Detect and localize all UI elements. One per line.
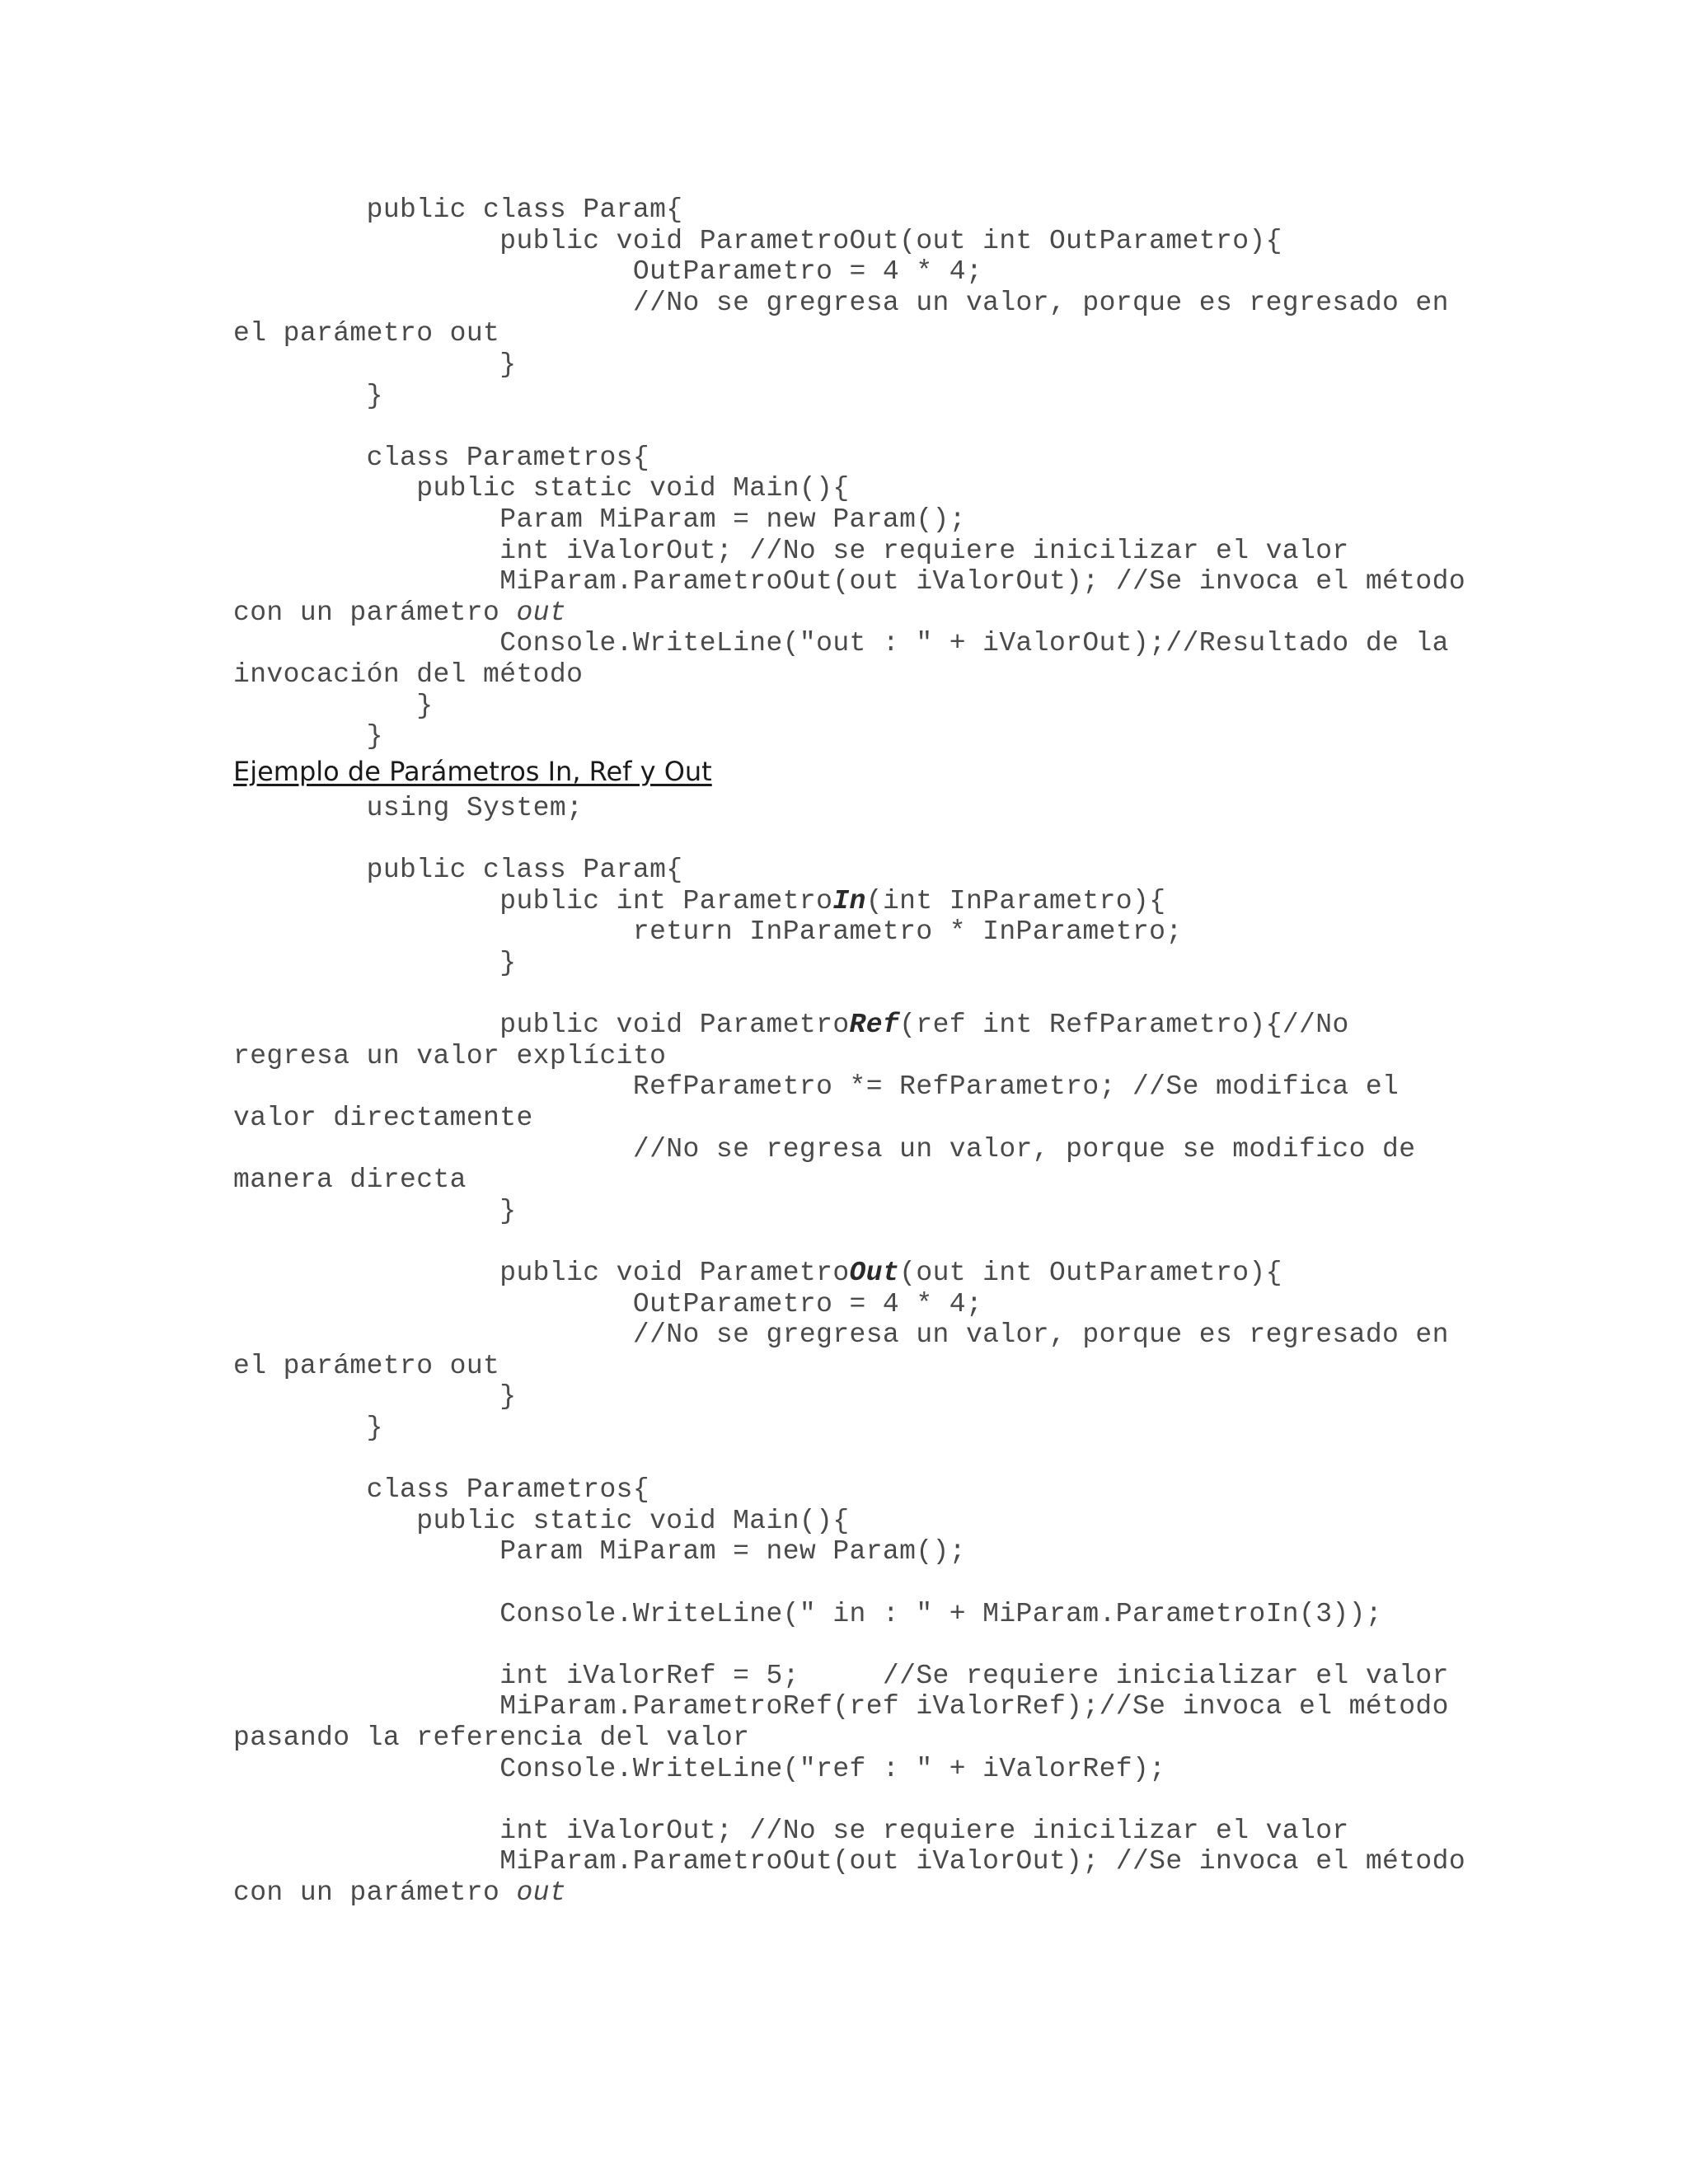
code-text: public class Param{ (233, 855, 683, 886)
code-line (233, 1010, 1349, 1040)
code-text: MiParam.ParametroRef(ref iValorRef);//Se invoca el método (233, 1691, 1449, 1722)
code-text: int iValorOut; //No se requiere inicilizar el valor (233, 535, 1349, 566)
code-line (233, 916, 1183, 947)
code-text: int iValorOut; //No se requiere inicilizar el valor (233, 1815, 1349, 1846)
code-line (233, 194, 683, 225)
code-line (233, 1691, 1449, 1722)
code-line (233, 886, 1165, 916)
code-emphasis: out (516, 1877, 567, 1908)
code-text: } (233, 1195, 517, 1226)
code-line (233, 1506, 850, 1536)
code-text: int iValorRef = 5; //Se requiere inicializar el valor (233, 1660, 1449, 1691)
code-text: Console.WriteLine("ref : " + iValorRef); (233, 1753, 1166, 1784)
code-line (233, 504, 966, 535)
code-line (233, 1722, 749, 1753)
code-text: class Parametros{ (233, 1474, 650, 1506)
code-text: using System; (233, 793, 584, 823)
code-text: public static void Main(){ (233, 473, 850, 504)
code-text: public void Parametro (233, 1010, 850, 1041)
code-line (233, 443, 649, 473)
code-line (233, 598, 566, 628)
code-text: (ref int RefParametro){//No (899, 1010, 1349, 1041)
code-text: class Parametros{ (233, 442, 650, 473)
code-line (233, 256, 982, 287)
code-line (233, 1754, 1165, 1784)
code-line (233, 318, 499, 349)
code-line (233, 1413, 383, 1443)
section-heading: Ejemplo de Parámetros In, Ref y Out (233, 756, 712, 787)
code-line (233, 1351, 499, 1381)
code-text: OutParametro = 4 * 4; (233, 1288, 983, 1319)
code-text: //No se gregresa un valor, porque es regresado en (233, 1319, 1449, 1351)
code-text: Param MiParam = new Param(); (233, 504, 966, 535)
code-emphasis: Ref (849, 1010, 900, 1041)
code-text: regresa un valor explícito (233, 1040, 667, 1071)
code-text: } (233, 721, 383, 752)
code-line (233, 566, 1465, 597)
code-line (233, 1041, 666, 1071)
code-line (233, 855, 683, 885)
code-line (233, 1319, 1449, 1350)
code-text: //No se regresa un valor, porque se modifico de (233, 1133, 1416, 1165)
code-line (233, 288, 1449, 318)
code-text: pasando la referencia del valor (233, 1722, 750, 1753)
code-line (233, 1103, 533, 1133)
code-emphasis: Out (849, 1258, 900, 1288)
code-line (233, 628, 1449, 658)
code-text: (out int OutParametro){ (899, 1258, 1282, 1288)
code-text: public void Parametro (233, 1258, 850, 1288)
code-line (233, 1661, 1449, 1691)
code-emphasis: out (516, 597, 567, 628)
code-line (233, 1258, 1282, 1288)
code-line (233, 349, 516, 380)
code-line (233, 1846, 1465, 1877)
code-line (233, 473, 850, 504)
code-line (233, 948, 516, 978)
code-text: public static void Main(){ (233, 1505, 850, 1536)
code-text: MiParam.ParametroOut(out iValorOut); //Se invoca el método (233, 1846, 1466, 1877)
code-line (233, 1134, 1415, 1165)
code-line (233, 1816, 1349, 1846)
code-line (233, 1196, 516, 1226)
code-line (233, 1474, 649, 1505)
code-text: } (233, 380, 383, 411)
code-line (233, 381, 383, 411)
code-text: } (233, 349, 517, 380)
code-text: MiParam.ParametroOut(out iValorOut); //Se invoca el método (233, 566, 1466, 598)
code-text: RefParametro *= RefParametro; //Se modifica el (233, 1071, 1400, 1103)
code-text: (int InParametro){ (865, 885, 1166, 916)
code-text: public void ParametroOut(out int OutParametro){ (233, 225, 1282, 256)
code-line (233, 659, 583, 690)
code-text: public class Param{ (233, 194, 683, 225)
code-line (233, 1289, 982, 1319)
code-text: } (233, 1381, 517, 1413)
code-line (233, 721, 383, 752)
code-text: OutParametro = 4 * 4; (233, 256, 983, 288)
code-text: Console.WriteLine(" in : " + MiParam.ParametroIn(3)); (233, 1598, 1383, 1629)
code-line (233, 226, 1282, 256)
code-line (233, 1877, 566, 1908)
code-text: el parámetro out (233, 318, 500, 349)
code-text: con un parámetro (233, 597, 517, 628)
code-text: manera directa (233, 1165, 467, 1196)
code-text: public int Parametro (233, 885, 833, 916)
code-line (233, 536, 1349, 566)
code-text: invocación del método (233, 659, 584, 690)
code-line (233, 1071, 1399, 1102)
code-line (233, 1381, 516, 1412)
code-text: con un parámetro (233, 1877, 517, 1908)
code-line (233, 1599, 1382, 1629)
code-line (233, 691, 433, 721)
code-text: Console.WriteLine("out : " + iValorOut);//Resultado de la (233, 628, 1449, 659)
code-line (233, 1165, 467, 1195)
code-emphasis: In (832, 885, 866, 916)
code-line (233, 1536, 966, 1567)
code-text: } (233, 1413, 383, 1443)
code-text: el parámetro out (233, 1350, 500, 1381)
code-line (233, 793, 583, 823)
code-text: //No se gregresa un valor, porque es regresado en (233, 287, 1449, 318)
code-text: valor directamente (233, 1103, 533, 1133)
code-text: Param MiParam = new Param(); (233, 1536, 966, 1568)
code-text: } (233, 690, 434, 721)
code-text: } (233, 948, 517, 978)
code-text: return InParametro * InParametro; (233, 916, 1183, 948)
